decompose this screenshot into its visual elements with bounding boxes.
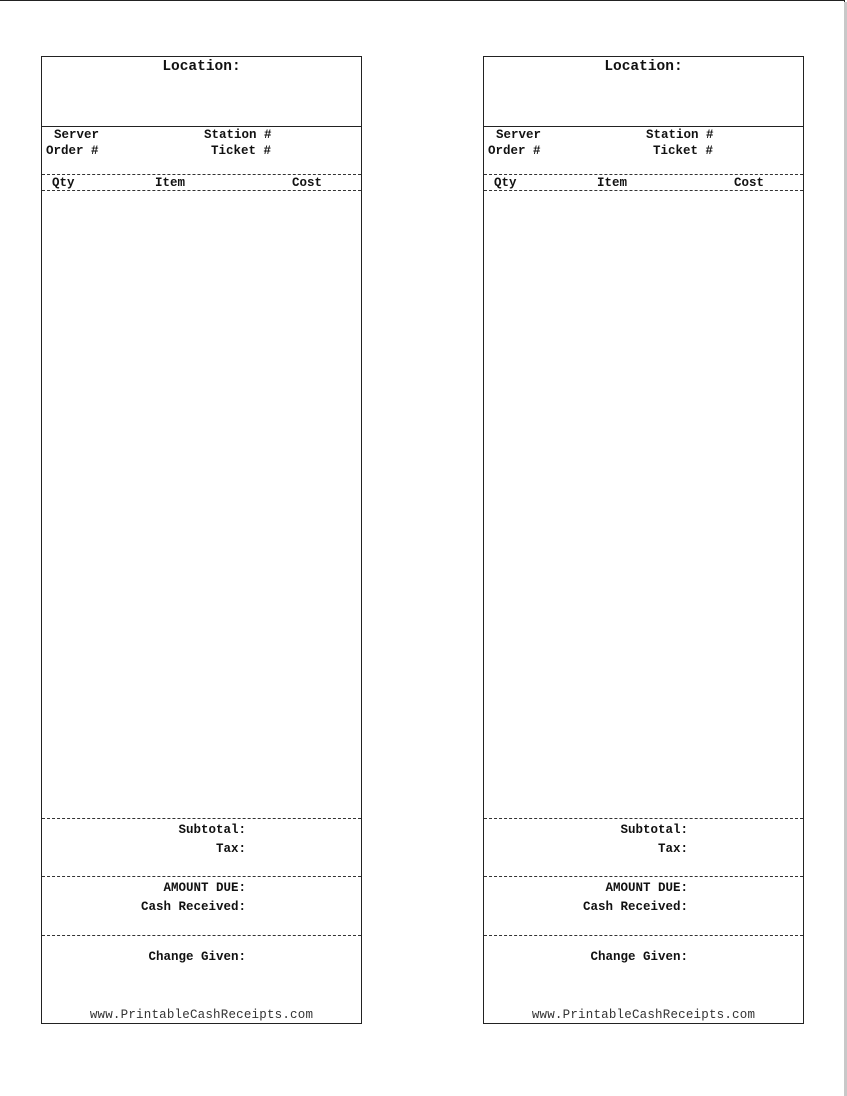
order-label: Order # <box>46 144 99 158</box>
server-label: Server <box>496 128 542 142</box>
column-qty: Qty <box>494 176 517 190</box>
columns-bottom-divider <box>42 190 361 191</box>
totals-divider <box>42 818 361 819</box>
subtotal-label: Subtotal: <box>178 823 246 837</box>
line-items-area[interactable] <box>484 192 803 818</box>
line-items-area[interactable] <box>42 192 361 818</box>
totals-divider <box>484 818 803 819</box>
ticket-label: Ticket # <box>653 144 714 158</box>
change-given-label: Change Given: <box>590 950 688 964</box>
station-label: Station # <box>646 128 714 142</box>
column-item: Item <box>597 176 628 190</box>
ticket-label: Ticket # <box>211 144 272 158</box>
columns-top-divider <box>484 174 803 175</box>
column-cost: Cost <box>734 176 765 190</box>
change-given-label: Change Given: <box>148 950 246 964</box>
footer-url: www.PrintableCashReceipts.com <box>89 1008 314 1022</box>
location-label: Location: <box>604 59 683 75</box>
receipt-left <box>41 56 362 1024</box>
column-cost: Cost <box>292 176 323 190</box>
tax-label: Tax: <box>657 842 688 856</box>
cash-received-label: Cash Received: <box>582 900 688 914</box>
order-label: Order # <box>488 144 541 158</box>
amount-due-label: AMOUNT DUE: <box>163 881 246 895</box>
cash-received-label: Cash Received: <box>140 900 246 914</box>
server-label: Server <box>54 128 100 142</box>
change-divider <box>484 935 803 936</box>
amount-due-label: AMOUNT DUE: <box>605 881 688 895</box>
tax-label: Tax: <box>215 842 246 856</box>
header-divider <box>42 126 361 127</box>
station-label: Station # <box>204 128 272 142</box>
amount-divider <box>484 876 803 877</box>
column-qty: Qty <box>52 176 75 190</box>
location-label: Location: <box>162 59 241 75</box>
receipt-right <box>483 56 804 1024</box>
columns-bottom-divider <box>484 190 803 191</box>
change-divider <box>42 935 361 936</box>
amount-divider <box>42 876 361 877</box>
subtotal-label: Subtotal: <box>620 823 688 837</box>
footer-url: www.PrintableCashReceipts.com <box>531 1008 756 1022</box>
header-divider <box>484 126 803 127</box>
column-item: Item <box>155 176 186 190</box>
columns-top-divider <box>42 174 361 175</box>
